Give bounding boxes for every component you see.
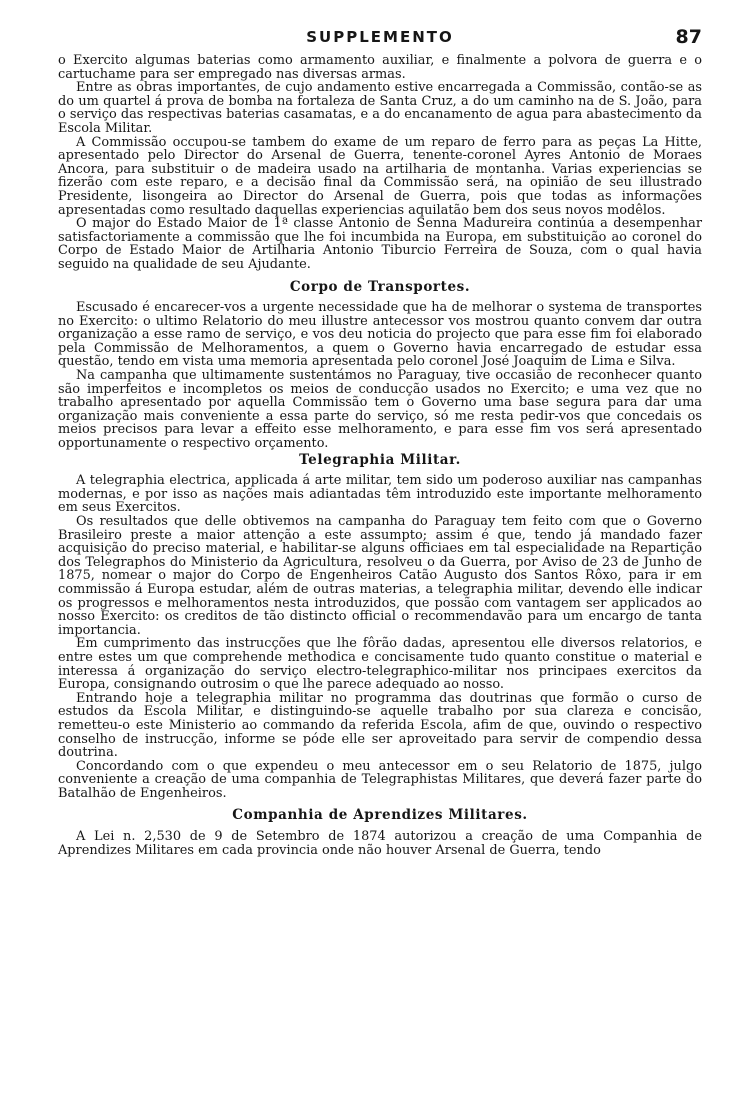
section-heading-companhia-de-aprendizes-militares: Companhia de Aprendizes Militares.: [232, 807, 528, 824]
paragraph: Entre as obras importantes, de cujo andamento estive encarregada a Commissão, contão-se as do um quartel á prova de bomba na fortaleza de Santa Cruz, a do um caminho na de S. João, para o serviço das respectivas baterias casamatas, e a do encanamento de agua para abastecimento da Escola Militar.: [58, 80, 702, 136]
paragraph: Os resultados que delle obtivemos na campanha do Paraguay tem feito com que o Governo Brasileiro preste a maior attenção a este assumpto; assim é que, tendo já mandado fazer acquisição do preciso material, e habilitar-se alguns officiaes em tal especialidade na Repartição dos Telegraphos do Ministerio da Agricultura, resolveu o da Guerra, por Aviso de 23 de Junho de 1875, nomear o major do Corpo de Engenheiros Catão Augusto dos Santos Rôxo, para ir em commissão á Europa estudar, além de outras materias, a telegraphia militar, devendo elle indicar os progressos e melhoramentos nesta introduzidos, que possão com vantagem ser applicados ao nosso Exercito: os creditos de tão distincto official o recommendavão para um encargo de tanta importancia.: [58, 514, 702, 638]
paragraph: A Lei n. 2,530 de 9 de Setembro de 1874 autorizou a creação de uma Companhia de Aprendizes Militares em cada provincia onde não houver Arsenal de Guerra, tendo: [58, 829, 702, 858]
running-header: [58, 28, 702, 54]
paragraph: Entrando hoje a telegraphia militar no programma das doutrinas que formão o curso de estudos da Escola Militar, e distinguindo-se aquelle trabalho por sua clareza e concisão, remetteu-o este Ministerio ao commando da referida Escola, afim de que, ouvindo o respectivo conselho de instrucção, informe se póde elle ser aproveitado para servir de compendio dessa doutrina.: [58, 690, 702, 761]
paragraph: Em cumprimento das instrucções que lhe fôrão dadas, apresentou elle diversos relatorios, e entre estes um que comprehende methodica e concisamente tudo quanto constitue o material e interessa á organização do serviço electro-telegraphico-militar nos principaes exercitos da Europa, consignando outrosim o que lhe parece adequado ao nosso.: [58, 636, 702, 693]
paragraph: A Commissão occupou-se tambem do exame de um reparo de ferro para as peças La Hitte, apresentado pelo Director do Arsenal de Guerra, tenente-coronel Ayres Antonio de Moraes Ancora, para substituir o de madeira usado na artilharia de montanha. Varias experiencias se fizerão com este reparo, e a decisão final da Commissão será, na opinião de seu illustrado Presidente, lisongeira ao Director do Arsenal de Guerra, pois que todas as informações apresentadas como resultado daquellas experiencias aquilatão bem dos seus novos modêlos.: [58, 134, 702, 218]
paragraph: O major do Estado Maior de 1ª classe Antonio de Senna Madureira continúa a desempenhar satisfactoriamente a commissão que lhe foi incumbida na Europa, em substituição ao coronel do Corpo de Estado Maior de Artilharia Antonio Tiburcio Ferreira de Souza, com o qual havia seguido na qualidade de seu Ajudante.: [58, 216, 702, 272]
paragraph: o Exercito algumas baterias como armamento auxiliar, e finalmente a polvora de guerra e o cartuchame para ser empregado nas diversas armas.: [58, 53, 702, 82]
paragraph: Na campanha que ultimamente sustentámos no Paraguay, tive occasião de reconhecer quanto são imperfeitos e incompletos os meios de conducção usados no Exercito; e uma vez que no trabalho apresentado por aquella Commissão tem o Governo uma base segura para dar uma organização mais conveniente a essa parte do serviço, só me resta pedir-vos que concedais os meios precisos para levar a effeito esse melhoramento, e para esse fim vos será apresentado opportunamente o respectivo orçamento.: [58, 368, 702, 452]
paragraph: Concordando com o que expendeu o meu antecessor em o seu Relatorio de 1875, julgo conveniente a creação de uma companhia de Telegraphistas Militares, que deverá fazer parte do Batalhão de Engenheiros.: [58, 758, 702, 801]
section-heading-corpo-de-transportes: Corpo de Transportes.: [289, 278, 471, 295]
running-title: SUPPLEMENTO: [306, 28, 454, 46]
paragraph: Escusado é encarecer-vos a urgente necessidade que ha de melhorar o systema de transportes no Exercito: o ultimo Relatorio do meu illustre antecessor vos mostrou quanto convem dar outra organização a esse ramo de serviço, e vos deu noticia do projecto que para esse fim foi elaborado pela Commissão de Melhoramentos, a quem o Governo havia encarregado de estudar essa questão, tendo em vista uma memoria apresentada pelo coronel José Joaquim de Lima e Silva.: [58, 300, 702, 370]
section-heading-telegraphia-militar: Telegraphia Militar.: [299, 451, 461, 468]
paragraph: A telegraphia electrica, applicada á arte militar, tem sido um poderoso auxiliar nas campanhas modernas, e por isso as nações mais adiantadas têm introduzido este importante melhoramento em seus Exercitos.: [58, 473, 702, 516]
page-number: 87: [675, 26, 702, 48]
body-text: [58, 54, 702, 857]
